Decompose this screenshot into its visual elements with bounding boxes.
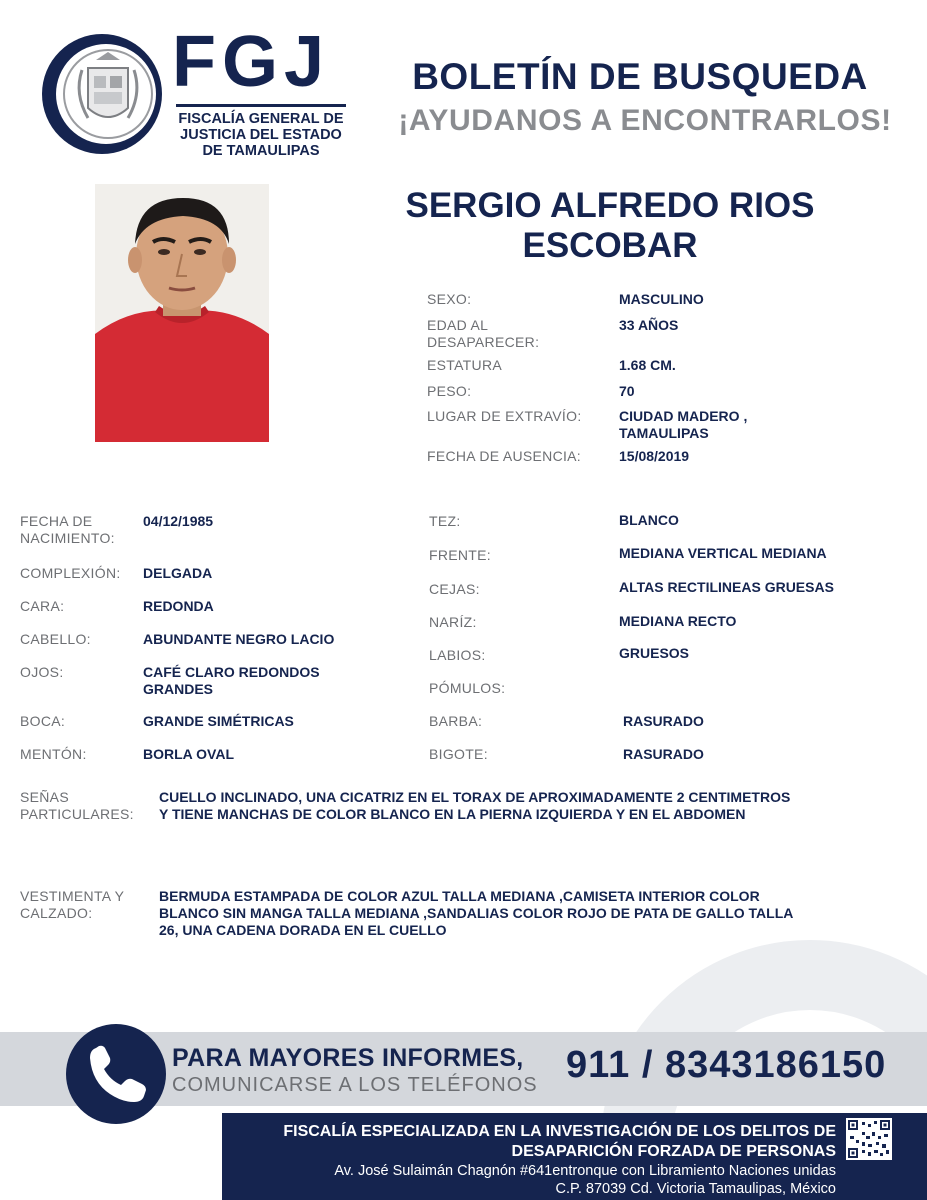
mustache-value: RASURADO — [623, 746, 704, 762]
logo-subtitle-line: JUSTICIA DEL ESTADO — [180, 127, 342, 143]
nose-label: NARÍZ: — [429, 614, 477, 630]
chin-value: BORLA OVAL — [143, 746, 234, 762]
person-name-line: SERGIO ALFREDO RIOS — [405, 186, 815, 225]
marks-label: SEÑAS PARTICULARES: — [20, 789, 134, 822]
qr-code-icon — [846, 1118, 892, 1160]
weight-label: PESO: — [427, 383, 472, 399]
clothing-line: 26, UNA CADENA DORADA EN EL CUELLO — [159, 922, 447, 938]
hair-value: ABUNDANTE NEGRO LACIO — [143, 631, 335, 647]
complexion-value: BLANCO — [619, 512, 679, 528]
eyebrows-label: CEJAS: — [429, 581, 480, 597]
phone-number: 911 / 8343186150 — [566, 1044, 887, 1086]
state-seal-icon — [38, 30, 166, 158]
agency-line: DESAPARICIÓN FORZADA DE PERSONAS — [511, 1143, 836, 1160]
age-value: 33 AÑOS — [619, 317, 679, 333]
agency-line: FISCALÍA ESPECIALIZADA EN LA INVESTIGACIÓN DE LOS DELITOS DE — [283, 1123, 836, 1140]
address-line: C.P. 87039 Cd. Victoria Tamaulipas, México — [555, 1181, 836, 1197]
agency-address — [232, 1162, 836, 1198]
place-label: LUGAR DE EXTRAVÍO: — [427, 408, 582, 424]
contact-heading: PARA MAYORES INFORMES, — [172, 1044, 524, 1072]
contact-subheading: COMUNICARSE A LOS TELÉFONOS — [172, 1074, 538, 1096]
absence-date-value: 15/08/2019 — [619, 448, 690, 464]
birthdate-label: FECHA DE NACIMIENTO: — [20, 513, 115, 546]
marks-line: Y TIENE MANCHAS DE COLOR BLANCO EN LA PIERNA IZQUIERDA Y EN EL ABDOMEN — [159, 806, 746, 822]
eyes-value: CAFÉ CLARO REDONDOS GRANDES — [143, 664, 320, 697]
birthdate-value: 04/12/1985 — [143, 513, 214, 529]
person-name-line: ESCOBAR — [522, 226, 698, 265]
forehead-label: FRENTE: — [429, 547, 491, 563]
build-value: DELGADA — [143, 565, 213, 581]
complexion-label: TEZ: — [429, 513, 461, 529]
logo-subtitle-line: FISCALÍA GENERAL DE — [178, 111, 344, 127]
sex-value: MASCULINO — [619, 291, 704, 307]
eyes-label: OJOS: — [20, 664, 64, 680]
cheekbones-label: PÓMULOS: — [429, 680, 506, 696]
fgj-logo-text: FGJ — [172, 22, 331, 102]
beard-label: BARBA: — [429, 713, 483, 729]
age-label: EDAD AL DESAPARECER: — [427, 317, 540, 350]
logo-subtitle — [172, 111, 350, 159]
person-photo — [95, 184, 269, 442]
marks-value — [159, 789, 889, 823]
weight-value: 70 — [619, 383, 635, 399]
clothing-line: BERMUDA ESTAMPADA DE COLOR AZUL TALLA MEDIANA ,CAMISETA INTERIOR COLOR — [159, 888, 760, 904]
mouth-value: GRANDE SIMÉTRICAS — [143, 713, 294, 729]
address-line: Av. José Sulaimán Chagnón #641entronque con Libramiento Naciones unidas — [334, 1163, 836, 1179]
bulletin-subtitle: ¡AYUDANOS A ENCONTRARLOS! — [398, 104, 892, 137]
clothing-label: VESTIMENTA Y CALZADO: — [20, 888, 124, 921]
bulletin-title: BOLETÍN DE BUSQUEDA — [412, 56, 868, 97]
face-value: REDONDA — [143, 598, 214, 614]
absence-date-label: FECHA DE AUSENCIA: — [427, 448, 581, 464]
build-label: COMPLEXIÓN: — [20, 565, 121, 581]
height-label: ESTATURA — [427, 357, 502, 373]
chin-label: MENTÓN: — [20, 746, 87, 762]
phone-icon — [66, 1024, 166, 1124]
agency-name — [232, 1122, 836, 1162]
height-value: 1.68 CM. — [619, 357, 676, 373]
clothing-value — [159, 888, 889, 939]
beard-value: RASURADO — [623, 713, 704, 729]
logo-subtitle-line: DE TAMAULIPAS — [202, 143, 320, 159]
mouth-label: BOCA: — [20, 713, 66, 729]
lips-value: GRUESOS — [619, 645, 690, 661]
sex-label: SEXO: — [427, 291, 472, 307]
mustache-label: BIGOTE: — [429, 746, 488, 762]
place-value: CIUDAD MADERO , TAMAULIPAS — [619, 408, 748, 441]
marks-line: CUELLO INCLINADO, UNA CICATRIZ EN EL TORAX DE APROXIMADAMENTE 2 CENTIMETROS — [159, 789, 791, 805]
nose-value: MEDIANA RECTO — [619, 613, 737, 629]
logo-divider — [176, 104, 346, 107]
eyebrows-value: ALTAS RECTILINEAS GRUESAS — [619, 579, 834, 595]
lips-label: LABIOS: — [429, 647, 486, 663]
clothing-line: BLANCO SIN MANGA TALLA MEDIANA ,SANDALIAS COLOR ROJO DE PATA DE GALLO TALLA — [159, 905, 794, 921]
person-name — [360, 186, 860, 266]
hair-label: CABELLO: — [20, 631, 91, 647]
forehead-value: MEDIANA VERTICAL MEDIANA — [619, 545, 827, 561]
face-label: CARA: — [20, 598, 65, 614]
